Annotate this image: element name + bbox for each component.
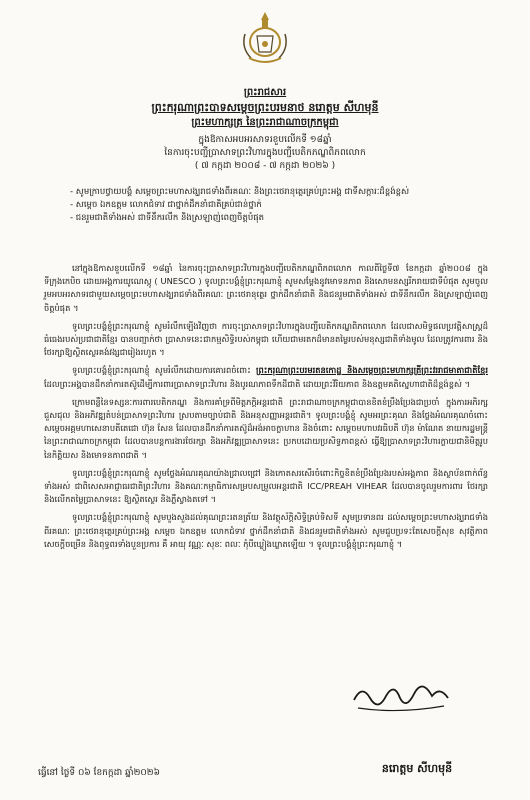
document-header [0, 86, 530, 173]
recipient-list [70, 186, 490, 225]
recipient-item: - សម្តេច ឯកឧត្តម លោកជំទាវ ជាថ្នាក់ដឹកនាំជាតិគ្រប់ជាន់ថ្នាក់ [70, 200, 262, 210]
header-title: ព្រះរាជសារ [243, 87, 287, 98]
header-king-title: ព្រះមហាក្សត្រ នៃព្រះរាជាណាចក្រកម្ពុជា [191, 117, 339, 128]
body-paragraph: ទូលព្រះបង្គំខ្ញុំព្រះករុណាខ្ញុំ សូមរំលឹកឡើងវិញថា ការចុះប្រាសាទព្រះវិហារក្នុងបញ្ជីបេតិកភណ្ឌពិភពលោក ដែលជាសមិទ្ធផលប្រវត្តិសាស្ត្រដ៏ធំធេងរបស់ប្រជាជាតិខ្មែរ បានបញ្ជាក់ថា ប្រាសាទនេះជាកម្មសិទ្ធិរបស់កម្ពុជា ហើយជាមរតកដ៏មានតម្លៃរបស់មនុស្សជាតិទាំងមូល ដែលត្រូវការពារ និងថែរក្សាឱ្យស្ថិតស្ថេរគង់វង្សជារៀងរហូត ។ [44, 320, 488, 358]
header-occasion: ក្នុងឱកាសអបអរសាទរខួបលើកទី ១៨ឆ្នាំ [198, 135, 332, 145]
header-subject: នៃការចុះបញ្ជីប្រាសាទព្រះវិហារក្នុងបញ្ជីបេតិកភណ្ឌពិភពលោក [164, 148, 366, 158]
recipient-item: - ជនរួមជាតិទាំងអស់ ជាទីនឹករលឹក និងស្រឡាញ់ពេញចិត្តបំផុត [70, 213, 265, 223]
message-body [44, 262, 488, 556]
header-date-range: ( ៧ កក្កដា ២០០៨ - ៧ កក្កដា ២០២៦ ) [194, 161, 336, 171]
body-paragraph: ទូលព្រះបង្គំខ្ញុំព្រះករុណាខ្ញុំ សូមថ្លែងអំណរគុណយ៉ាងជ្រាលជ្រៅ និងកោតសរសើរចំពោះកិច្ចខិតខំប្រឹងប្រែងរបស់អង្គភាព និងស្ថាប័នពាក់ព័ន្ធទាំងអស់ ជាពិសេសអាជ្ញាធរជាតិព្រះវិហារ និងគណៈកម្មាធិការសម្របសម្រួលអន្តរជាតិ ICC/PREAH VIHEAR ដែលបានចូលរួមការពារ ថែរក្សា និងលើកតម្លៃប្រាសាទនេះ ឱ្យស្ថិតស្ថេរ និងភ្លឺស្វាងតទៅ ។ [44, 467, 488, 505]
header-royal-name: ព្រះករុណាព្រះបាទសម្តេចព្រះបរមនាថ នរោត្តម សីហមុនី [151, 101, 379, 114]
emphasized-royal-names: ព្រះករុណាព្រះបរមរតនកោដ្ឋ និងសម្តេចព្រះមហាក្សត្រីព្រះវររាជមាតាជាតិខ្មែរ [255, 365, 488, 376]
signature-name: នរោត្តម សីហមុនី [381, 762, 453, 775]
body-paragraph: ទូលព្រះបង្គំខ្ញុំព្រះករុណាខ្ញុំ សូមបួងសួងដល់គុណព្រះរតនត្រ័យ និងវត្ថុស័ក្តិសិទ្ធិគ្រប់ទិសទី សូមប្រទានពរ ដល់សម្តេចព្រះមហាសង្ឃរាជទាំងពីរគណៈ ព្រះថេរានុត្ថេរគ្រប់ព្រះអង្គ សម្តេច ឯកឧត្តម លោកជំទាវ ថ្នាក់ដឹកនាំជាតិ និងជនរួមជាតិទាំងអស់ សូមជួបប្រទះតែសេចក្តីសុខ សុវត្ថិភាព សេចក្តីចម្រើន និងពុទ្ធពរទាំងបួនប្រការ គឺ អាយុ វណ្ណៈ សុខៈ ពលៈ កុំបីឃ្លៀងឃ្លាតឡើយ ។ ទូលព្រះបង្គំខ្ញុំព្រះករុណាខ្ញុំ ។ [44, 512, 488, 549]
paragraph-lead: ទូលព្រះបង្គំខ្ញុំព្រះករុណាខ្ញុំ សូមរំលឹកដោយការគោរពចំពោះ [72, 365, 256, 376]
royal-signature-icon [348, 676, 458, 716]
recipient-item: - សូមក្រាបថ្វាយបង្គំ សម្តេចព្រះមហាសង្ឃរាជទាំងពីរគណៈ និងព្រះថេរានុត្ថេរគ្រប់ព្រះអង្គ ជាទីសក្ការៈដ៏ខ្ពង់ខ្ពស់ [70, 187, 410, 197]
paragraph-tail: ដែលព្រះអង្គបានដឹកនាំការតស៊ូដើម្បីការពារប្រាសាទព្រះវិហារ និងបូរណភាពទឹកដីជាតិ ដោយព្រះវិរិយភាព និងឧត្តមគតិស្នេហាជាតិដ៏ខ្ពង់ខ្ពស់ ។ [44, 378, 471, 389]
date-line: ធ្វើនៅ ថ្ងៃទី ០៦ ខែកក្កដា ឆ្នាំ២០២៦ [38, 768, 160, 778]
body-paragraph: នៅក្នុងឱកាសខួបលើកទី ១៨ឆ្នាំ នៃការចុះប្រាសាទព្រះវិហារក្នុងបញ្ជីបេតិកភណ្ឌពិភពលោក កាលពីថ្ងៃទី៧ ខែកក្កដា ឆ្នាំ២០០៨ ក្នុងទីក្រុងកេបិច ដោយអង្គការយូណេស្កូ ( UNESCO ) ទូលព្រះបង្គំខ្ញុំព្រះករុណាខ្ញុំ សូមសម្តែងនូវមោទនភាព និងសោមនស្សរីករាយជាទីបំផុត សូមចូលរួមអបអរសាទរជាមួយសម្តេចព្រះមហាសង្ឃរាជទាំងពីរគណៈ ព្រះថេរានុត្ថេរ ថ្នាក់ដឹកនាំជាតិ និងជនរួមជាតិទាំងអស់ ជាទីនឹករលឹក និងស្រឡាញ់ពេញចិត្តបំផុត ។ [44, 263, 488, 313]
body-paragraph: ក្រោមពន្លឺនៃទស្សនៈការពារបេតិកភណ្ឌ និងការគាំទ្រពីមិត្តភក្តិអន្តរជាតិ ព្រះរាជាណាចក្រកម្ពុជាបានខិតខំប្រឹងប្រែងជាប្រចាំ ក្នុងការអភិរក្ស ជួសជុល និងអភិវឌ្ឍតំបន់ប្រាសាទព្រះវិហារ ស្របតាមច្បាប់ជាតិ និងអនុសញ្ញាអន្តរជាតិ។ ទូលព្រះបង្គំខ្ញុំ សូមអរព្រះគុណ និងថ្លែងអំណរគុណចំពោះ សម្តេចអគ្គមហាសេនាបតីតេជោ ហ៊ុន សែន ដែលបានដឹកនាំការតស៊ូដ៏អង់អាចក្លាហាន និងចំពោះ សម្តេចមហាបវរធិបតី ហ៊ុន ម៉ាណែត នាយករដ្ឋមន្ត្រីនៃព្រះរាជាណាចក្រកម្ពុជា ដែលបានបន្តការងារថែរក្សា និងអភិវឌ្ឍប្រាសាទនេះ ប្រកបដោយប្រសិទ្ធភាពខ្ពស់ ធ្វើឱ្យប្រាសាទព្រះវិហារក្លាយជានិមិត្តរូបនៃកិត្តិយស និងមោទនភាពជាតិ ។ [44, 396, 488, 460]
body-paragraph-with-emphasis [44, 364, 488, 390]
royal-coat-of-arms-icon [235, 8, 295, 68]
